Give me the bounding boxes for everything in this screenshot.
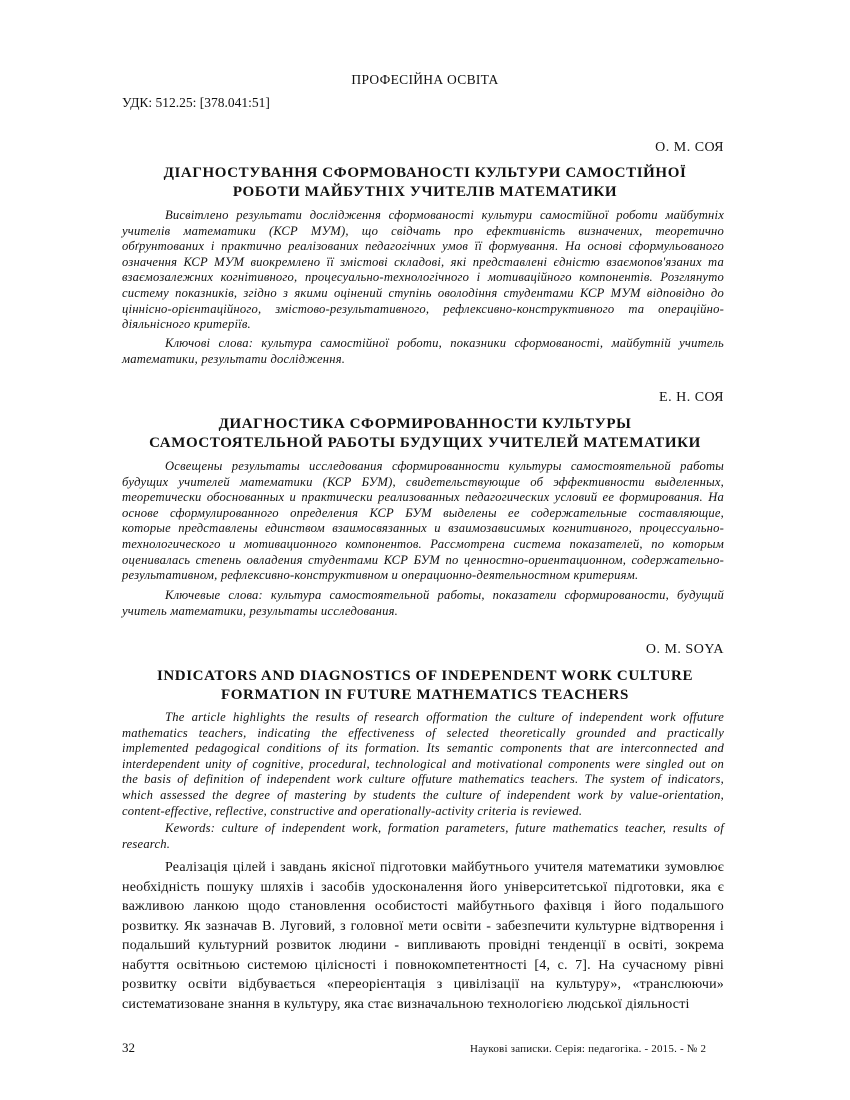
text-line: Освещены результаты исследования сформированности культуры самостоятельной работы (165, 459, 724, 473)
text-line: ціннісно-орієнтаційного, змістово-результативного, рефлексивно-конструктивного та операційно- (122, 301, 724, 316)
text-line: content-effective, reflective, constructive and operationally-activity criteria is reviewed. (122, 803, 583, 818)
text-line: учитель математики, результаты исследования. (122, 603, 398, 618)
title-line: FORMATION IN FUTURE MATHEMATICS TEACHERS (221, 687, 629, 703)
text-line: важливою ланкою щодо становлення особистості майбутнього фахівця і його подальшого (122, 899, 724, 914)
text-line: означення КСР МУМ виокремлено її змістові складові, які представлені єдністю взаємопов'язаних та (122, 254, 724, 269)
text-line: Ключевые слова: культура самостоятельной работы, показатели сформированости, будущий (165, 588, 724, 602)
abstract-ru (122, 459, 724, 584)
text-line: которые представлены единством взаимосвязанных и взаимозависимых когнитивного, процессуально- (122, 521, 724, 536)
text-line: оценивалась степень овладения студентами КСР БУМ по ценностно-ориентационном, содержательно- (122, 552, 724, 567)
text-line: the basis of definition of independent work culture offuture mathematics teachers. The system of indicators, (122, 772, 724, 787)
text-line: Реалізація цілей і завдань якісної підготовки майбутнього учителя математики зумовлює (165, 860, 724, 875)
title-ru (100, 415, 750, 453)
text-line: implemented pedagogical conditions of its formation. Its semantic components that are interconnected and (122, 741, 724, 756)
author-ua: О. М. СОЯ (655, 140, 724, 155)
text-line: систему показників, згідно з якими оцінений ступінь оволодіння студентами КСР МУМ відповідно до (122, 285, 724, 300)
text-line: діяльнісного критеріїв. (122, 317, 251, 332)
text-line: учителів математики (КСР МУМ), що свідчать про ефективність визначених, теоретично (122, 223, 724, 238)
udk-code: УДК: 512.25: [378.041:51] (122, 95, 270, 110)
text-line: Висвітлено результати дослідження сформованості культури самостійної роботи майбутніх (165, 208, 724, 222)
text-line: The article highlights the results of research offormation the culture of independent work offuture (165, 710, 724, 724)
author-ru: Е. Н. СОЯ (659, 390, 724, 405)
text-line: обґрунтованих і практично реалізованих педагогічних умов її формування. На основі сформульованого (122, 239, 724, 254)
text-line: теоретически обоснованных и практически реализованных педагогических условий ее формирования. На (122, 490, 724, 505)
page-number: 32 (122, 1040, 135, 1055)
text-line: необхідність пошуку шляхів і засобів удосконалення його університетської підготовки, яка є (122, 879, 724, 895)
text-line: основе сформулированного определения КСР БУМ выделены ее содержательные составляющие, (122, 505, 724, 520)
title-line: ДІАГНОСТУВАННЯ СФОРМОВАНОСТІ КУЛЬТУРИ САМОСТІЙНОЇ (163, 165, 687, 181)
abstract-en (122, 710, 724, 819)
text-line: подальший культурний розвиток людини - випливають провідні тенденції в освіті, зокрема (122, 938, 724, 953)
text-line: технологического и мотивационного компонентов. Рассмотрена система показателей, по которым (122, 536, 724, 551)
text-line: взаємозалежних когнітивного, процесуально-технологічного і мотиваційного компонентів. Розглянуто (122, 270, 724, 285)
text-line: розвитку освіти відбувається «переорієнтація з цивілізації на культуру», «транслюючи» (122, 977, 724, 992)
abstract-ua (122, 208, 724, 333)
author-en: O. M. SOYA (645, 642, 724, 657)
text-line: interdependent unity of cognitive, procedural, technological and motivational components were singled out on (122, 756, 724, 771)
title-line: РОБОТИ МАЙБУТНІХ УЧИТЕЛІВ МАТЕМАТИКИ (232, 184, 618, 200)
text-line: будущих учителей математики (КСР БУМ), свидетельствующие об эффективности выделенных, (122, 474, 724, 489)
text-line: mathematics teachers, indicating the effectiveness of selected theoretically grounded and practically (122, 725, 724, 740)
title-line: САМОСТОЯТЕЛЬНОЙ РАБОТЫ БУДУЩИХ УЧИТЕЛЕЙ МАТЕМАТИКИ (149, 435, 701, 451)
title-line: INDICATORS AND DIAGNOSTICS OF INDEPENDENT WORK CULTURE (156, 668, 694, 684)
text-line: Kewords: culture of independent work, formation parameters, future mathematics teacher, results of (165, 821, 724, 835)
body-text (122, 858, 724, 1014)
text-line: which assessed the degree of mastering by students the culture of independent work by value-orientation, (122, 787, 724, 802)
journal-footer: Наукові записки. Серія: педагогіка. - 2015. - № 2 (470, 1043, 707, 1055)
text-line: систематизоване знання в культуру, яка стає визначальною технологією людської діяльності (122, 996, 690, 1012)
text-line: розвитку. Як зазначав В. Луговий, з головної мети освіти - забезпечити культурне відтворення і (122, 918, 724, 934)
title-ua (100, 164, 750, 202)
keywords-ru (122, 588, 724, 619)
section-heading: ПРОФЕСІЙНА ОСВІТА (351, 72, 499, 87)
keywords-ua (122, 336, 724, 367)
text-line: набуття освітньою системою цілісності і повнокомпетентності [4, с. 7]. На сучасному рівні (122, 957, 724, 973)
text-line: математики, результати дослідження. (122, 351, 346, 366)
title-en (100, 667, 750, 705)
text-line: Ключові слова: культура самостійної роботи, показники сформованості, майбутній учитель (165, 336, 724, 350)
text-line: результативном, рефлексивно-конструктивном и операционно-деятельностном критериям. (122, 568, 639, 583)
text-line: research. (122, 836, 171, 851)
title-line: ДИАГНОСТИКА СФОРМИРОВАННОСТИ КУЛЬТУРЫ (218, 416, 632, 432)
keywords-en (122, 821, 724, 852)
